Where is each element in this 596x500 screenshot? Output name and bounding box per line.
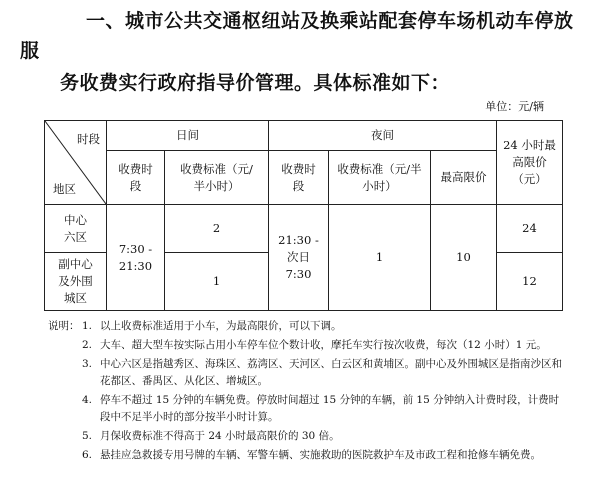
note-item [82,356,562,390]
heading-line-1: 一、城市公共交通枢纽站及换乘站配套停车场机动车停放服 [20,10,574,62]
fee-standard-table [44,120,563,311]
night-time-value: 21:30 - 次日 7:30 [269,205,329,311]
night-header: 夜间 [269,121,497,151]
note-item [82,392,562,426]
note-text: 停车不超过 15 分钟的车辆免费。停放时间超过 15 分钟的车辆，前 15 分钟纳入计费时段，计费时段中不足半小时的部分按半小时计算。 [100,394,560,423]
note-text: 悬挂应急救援专用号牌的车辆、军警车辆、实施救助的医院救护车及市政工程和抢修车辆免费。 [100,449,541,461]
region-outer: 副中心及外围城区 [45,253,107,311]
night-max-header: 最高限价 [431,151,497,205]
note-number: 1. [82,320,93,332]
note-text: 中心六区是指越秀区、海珠区、荔湾区、天河区、白云区和黄埔区。副中心及外围城区是指南沙区和花都区、番禺区、从化区、增城区。 [100,358,562,387]
day-header: 日间 [107,121,269,151]
note-number: 4. [82,394,93,406]
night-max-value: 10 [431,205,497,311]
note-number: 2. [82,339,93,351]
notes-list [82,318,562,466]
unit-label: 单位：元/辆 [485,100,544,113]
note-text: 月保收费标准不得高于 24 小时最高限价的 30 倍。 [100,430,340,442]
day-std-central: 2 [165,205,269,253]
day-std-outer: 1 [165,253,269,311]
note-item [82,447,562,464]
day-time-value: 7:30 - 21:30 [107,205,165,311]
corner-region-label: 地区 [53,182,76,196]
note-number: 3. [82,358,93,370]
day-time-header: 收费时段 [107,151,165,205]
heading-line-2: 务收费实行政府指导价管理。具体标准如下： [60,72,451,94]
note-item [82,318,562,335]
note-text: 大车、超大型车按实际占用小车停车位个数计收，摩托车实行按次收费，每次（12 小时）1 元。 [100,339,547,351]
note-item [82,337,562,354]
region-central: 中心六区 [45,205,107,253]
note-number: 5. [82,430,93,442]
note-text: 以上收费标准适用于小车，为最高限价，可以下调。 [100,320,342,332]
corner-period-label: 时段 [77,132,100,146]
night-time-header: 收费时段 [269,151,329,205]
day-std-header: 收费标准（元/半小时） [165,151,269,205]
note-number: 6. [82,449,93,461]
max24-outer: 12 [497,253,563,311]
max24-header: 24 小时最高限价（元） [497,121,563,205]
corner-header-cell [45,121,107,205]
notes-label: 说明： [48,320,80,332]
night-std-value: 1 [329,205,431,311]
note-item [82,428,562,445]
section-heading [20,6,580,98]
night-std-header: 收费标准（元/半小时） [329,151,431,205]
max24-central: 24 [497,205,563,253]
